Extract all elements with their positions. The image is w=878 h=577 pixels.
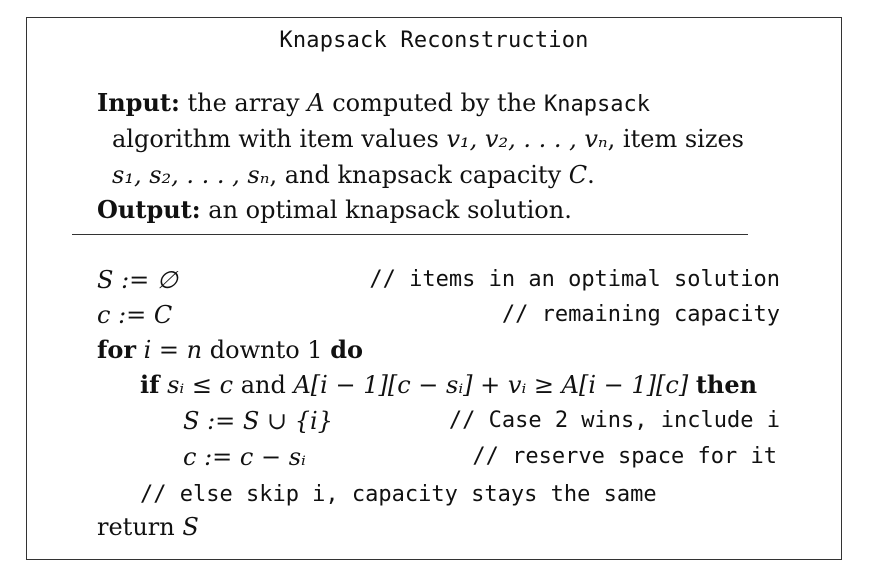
keyword-for: for bbox=[97, 335, 136, 364]
output-label: Output: bbox=[97, 195, 201, 224]
code-comment-6: // reserve space for it bbox=[472, 444, 777, 469]
input-line2-tail: , item sizes bbox=[607, 125, 744, 153]
input-text-2: computed by the bbox=[332, 89, 537, 117]
input-item-sizes: s₁, s₂, . . . , sₙ bbox=[112, 161, 270, 189]
code-comment-2: // remaining capacity bbox=[501, 302, 780, 327]
keyword-downto: downto 1 bbox=[209, 336, 323, 364]
code-line-2: c := C bbox=[97, 301, 173, 329]
input-line3-text: , and knapsack capacity bbox=[269, 161, 562, 189]
if-expression: A[i − 1][c − sᵢ] + vᵢ ≥ A[i − 1][c] bbox=[293, 371, 689, 399]
code-comment-1: // items in an optimal solution bbox=[369, 267, 780, 292]
code-line-3 bbox=[97, 335, 363, 365]
input-item-values: v₁, v₂, . . . , vₙ bbox=[446, 125, 608, 153]
input-algorithm-name: Knapsack bbox=[544, 92, 650, 117]
keyword-then: then bbox=[695, 370, 758, 399]
code-line-6: c := c − sᵢ bbox=[183, 443, 306, 471]
code-line-4 bbox=[140, 370, 757, 400]
keyword-do: do bbox=[330, 335, 364, 364]
input-text-1: the array bbox=[187, 89, 300, 117]
code-line-5: S := S ∪ {i} bbox=[183, 407, 333, 435]
algorithm-title: Knapsack Reconstruction bbox=[279, 28, 589, 53]
input-capacity-symbol: C bbox=[568, 161, 588, 189]
output-line bbox=[97, 195, 572, 225]
loop-var: i = n bbox=[143, 336, 203, 364]
if-condition: sᵢ ≤ c bbox=[167, 371, 234, 399]
input-line3-end: . bbox=[587, 161, 595, 189]
input-line-1 bbox=[97, 88, 650, 120]
input-line-3 bbox=[112, 160, 595, 190]
code-line-8 bbox=[97, 512, 199, 542]
output-text: an optimal knapsack solution. bbox=[208, 196, 572, 224]
code-comment-7: // else skip i, capacity stays the same bbox=[140, 482, 657, 507]
input-line2-text: algorithm with item values bbox=[112, 125, 439, 153]
return-value: S bbox=[182, 513, 199, 541]
code-comment-5: // Case 2 wins, include i bbox=[448, 408, 780, 433]
input-label: Input: bbox=[97, 88, 180, 117]
keyword-if: if bbox=[140, 370, 160, 399]
keyword-and: and bbox=[240, 371, 286, 399]
keyword-return: return bbox=[97, 513, 175, 541]
input-array-symbol: A bbox=[307, 89, 325, 117]
input-line-2 bbox=[112, 124, 744, 154]
code-line-1: S := ∅ bbox=[97, 266, 178, 294]
divider-rule bbox=[72, 234, 748, 235]
